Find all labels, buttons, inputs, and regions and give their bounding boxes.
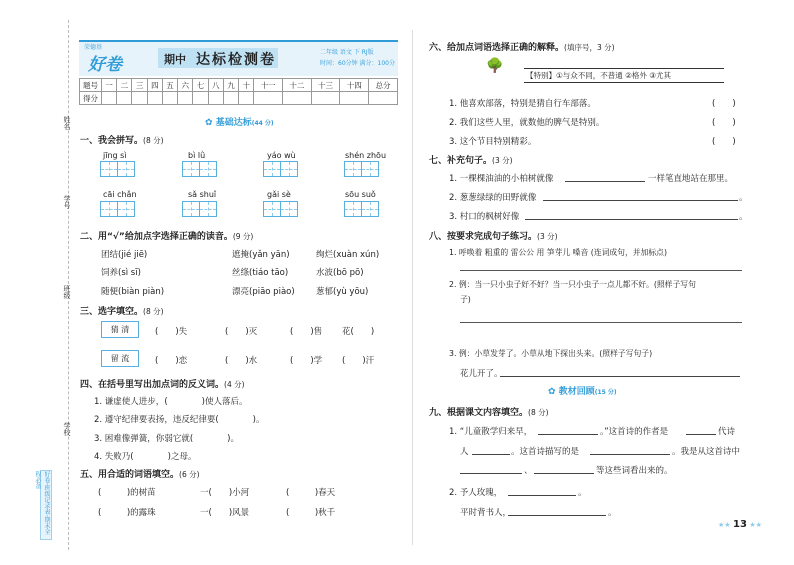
score-col: 五: [162, 79, 177, 92]
q4-item[interactable]: 4. 失败乃( )之母。: [94, 452, 197, 462]
q5-blank[interactable]: 一( )风景: [200, 508, 250, 518]
score-col: 三: [132, 79, 147, 92]
score-col: 总分: [369, 79, 398, 92]
score-table: [79, 78, 398, 105]
score-col: 八: [208, 79, 223, 92]
margin-school-label: 学校: [63, 422, 71, 436]
writing-grid-6[interactable]: [182, 201, 216, 217]
q9-line-5: 平时背书人，: [460, 508, 512, 518]
q8-item-3: 3. 例：小草发芽了。小草从地下探出头来。(照样子写句子): [449, 349, 653, 358]
q7-item: 。: [739, 212, 748, 222]
q9-line-3b: 等这些词看出来的。: [596, 466, 673, 476]
q5-blank[interactable]: ( )秋千: [286, 508, 336, 518]
score-col: 九: [223, 79, 238, 92]
q8-answer-line[interactable]: [500, 376, 740, 377]
q9-blank[interactable]: [686, 434, 716, 435]
header-meta-time: 时间：60分钟 满分：100分: [320, 60, 395, 67]
q3-blank[interactable]: ( )学: [290, 356, 323, 366]
q5-blank[interactable]: ( )春天: [286, 488, 336, 498]
pinyin-5: cāi chǎn: [103, 190, 137, 199]
q9-blank[interactable]: [538, 434, 598, 435]
q2-title: 二、用“√”给加点字选择正确的读音。(9 分): [80, 232, 254, 242]
score-col: 四: [147, 79, 162, 92]
q9-line-1: 1. “儿童散学归来早，: [449, 427, 533, 437]
q9-line-2b: 。这首诗描写的是: [511, 447, 580, 457]
q9-line-1c: 代诗: [718, 427, 736, 437]
score-cell[interactable]: [132, 92, 147, 105]
writing-grid-2[interactable]: [182, 161, 216, 177]
q4-item[interactable]: 2. 遵守纪律要表扬，违反纪律要( )。: [94, 415, 265, 425]
q6-item: 1. 他喜欢部落，特别是猜自行车部落。: [449, 99, 596, 109]
score-col: 十: [239, 79, 254, 92]
pinyin-7: gǎi sè: [267, 190, 291, 199]
score-col: 一: [102, 79, 117, 92]
q8-item-3-sample: 花儿开了。: [460, 369, 503, 379]
q9-line-1b: 。”这首诗的作者是: [600, 427, 669, 437]
q2-item[interactable]: 随便(biàn piàn): [101, 287, 165, 297]
pinyin-3: yáo wù: [267, 151, 296, 160]
q4-item[interactable]: 1. 谦虚使人进步，( )使人落后。: [94, 397, 248, 407]
pinyin-8: sōu suǒ: [345, 190, 376, 199]
q6-item: 3. 这个节目特别精彩。: [449, 137, 537, 147]
page-title: 达标检测卷: [196, 52, 276, 68]
margin-name-label: 姓名: [63, 116, 71, 130]
q9-line-2c: 。我是从这首诗中: [672, 447, 741, 457]
q9-line-2: 人: [460, 447, 469, 457]
q8-item-2-cont: 子): [460, 295, 471, 304]
pinyin-6: sǎ shuǐ: [188, 190, 217, 199]
q2-item[interactable]: 绚烂(xuàn xún): [316, 250, 380, 260]
score-cell[interactable]: [239, 92, 254, 105]
q6-answer[interactable]: ( ): [712, 118, 736, 128]
score-col: 七: [193, 79, 208, 92]
q3-blank[interactable]: 花( ): [342, 327, 375, 337]
score-col: 十一: [254, 79, 283, 92]
margin-id-label: 学号: [63, 195, 71, 209]
pinyin-2: bì lǜ: [188, 151, 206, 160]
score-row2-label: 得分: [80, 92, 102, 105]
q8-answer-line[interactable]: [460, 270, 742, 271]
q9-title: 九、根据课文内容填空。(8 分): [429, 408, 549, 418]
q9-blank[interactable]: [472, 454, 510, 455]
header-meta-grade: 二年级 语文 下 RJ版: [320, 49, 374, 56]
book-icon: ✿: [548, 387, 559, 397]
score-cell[interactable]: [369, 92, 398, 105]
q4-title: 四、在括号里写出加点词的反义词。(4 分): [80, 380, 245, 390]
section-review-title: ✿ 教材回顾(15 分): [548, 387, 617, 397]
q9-blank[interactable]: [508, 515, 606, 516]
q3-blank[interactable]: ( )水: [225, 356, 258, 366]
q6-answer[interactable]: ( ): [712, 137, 736, 147]
pinyin-4: shén zhōu: [345, 151, 387, 160]
score-row1-label: 题号: [80, 79, 102, 92]
logo-small: 荣德基: [84, 44, 103, 51]
score-cell[interactable]: [311, 92, 340, 105]
q2-item[interactable]: 丝绦(tiáo tāo): [232, 268, 289, 278]
score-col: 二: [117, 79, 132, 92]
q5-blank[interactable]: 一( )小河: [200, 488, 250, 498]
q7-item: 。: [739, 193, 748, 203]
tree-icon: 🌳: [486, 58, 504, 74]
writing-grid-7[interactable]: [263, 201, 297, 217]
score-cell[interactable]: [283, 92, 312, 105]
section-basic-title: ✿ 基础达标(44 分): [205, 118, 274, 128]
q8-answer-line[interactable]: [460, 322, 742, 323]
q1-title: 一、我会拼写。(8 分): [80, 136, 164, 146]
q3-blank[interactable]: ( )恋: [155, 356, 188, 366]
q7-blank-3[interactable]: [525, 219, 738, 220]
q4-item[interactable]: 3. 困难像弹簧，你弱它就( )。: [94, 434, 239, 444]
score-cell[interactable]: [178, 92, 193, 105]
q9-blank[interactable]: [590, 454, 670, 455]
score-cell[interactable]: [254, 92, 283, 105]
margin-class-label: 班级: [63, 285, 71, 299]
q7-item: 1. 一棵棵油油的小柏树就像: [449, 174, 554, 184]
q5-blank[interactable]: ( )的树苗: [98, 488, 156, 498]
q9-blank[interactable]: [534, 473, 594, 474]
pinyin-1: jīng sì: [103, 151, 127, 160]
q2-item[interactable]: 水波(bō pō): [316, 268, 364, 278]
q2-item[interactable]: 葱郁(yù yōu): [316, 287, 369, 297]
q8-item-2: 2. 例：当一只小虫子好不好？当一只小虫子一点儿都不好。(照样子写句: [449, 280, 696, 289]
q2-item[interactable]: 饲养(sì sī): [101, 268, 141, 278]
term-label: 期中: [164, 53, 186, 66]
q6-answer[interactable]: ( ): [712, 99, 736, 109]
score-cell[interactable]: [223, 92, 238, 105]
q9-line-5b: 。: [608, 508, 617, 518]
margin-side-note: 好卷·班级记录表·期末全程必备: [40, 470, 52, 540]
writing-grid-1[interactable]: [100, 161, 134, 177]
q2-item[interactable]: 漂亮(piāo piào): [232, 287, 295, 297]
q9-line-4b: 。: [578, 488, 587, 498]
q3-blank[interactable]: ( )售: [290, 327, 323, 337]
score-cell[interactable]: [208, 92, 223, 105]
score-col: 十二: [283, 79, 312, 92]
q3-word-pair-2: 留 流: [101, 350, 139, 367]
q2-item[interactable]: 遮掩(yǎn yān): [232, 250, 290, 260]
score-cell[interactable]: [193, 92, 208, 105]
score-cell[interactable]: [102, 92, 117, 105]
writing-grid-4[interactable]: [344, 161, 378, 177]
q9-blank[interactable]: [460, 473, 522, 474]
q7-item: 2. 葱葱绿绿的田野就像: [449, 193, 537, 203]
score-cell[interactable]: [162, 92, 177, 105]
score-col: 六: [178, 79, 193, 92]
q3-blank[interactable]: ( )汗: [342, 356, 375, 366]
q2-item[interactable]: 团结(jié jiē): [101, 250, 148, 260]
q5-blank[interactable]: ( )的露珠: [98, 508, 156, 518]
q3-word-pair-1: 猜 清: [101, 321, 139, 338]
q7-item: 3. 村口的枫树好像: [449, 212, 520, 222]
q9-blank[interactable]: [508, 495, 576, 496]
q3-blank[interactable]: ( )灭: [225, 327, 258, 337]
logo: 好卷: [88, 55, 122, 75]
score-cell[interactable]: [340, 92, 369, 105]
page-number: ★★ 13 ★★: [718, 519, 762, 530]
writing-grid-5[interactable]: [100, 201, 134, 217]
q7-blank-1[interactable]: [565, 181, 645, 182]
score-col: 十四: [340, 79, 369, 92]
lightbulb-icon: ✿: [205, 118, 216, 128]
score-col: 十三: [311, 79, 340, 92]
q7-item: 一样笔直地站在那里。: [648, 174, 734, 184]
q3-title: 三、选字填空。(8 分): [80, 307, 164, 317]
q7-title: 七、补充句子。(3 分): [429, 156, 513, 166]
q6-item: 2. 我们这些人里，就数他的脾气是特别。: [449, 118, 605, 128]
q8-item-1: 1. 呼唤着 粗重的 雷公公 用 笋芽儿 嗓音 (连词成句，并加标点): [449, 248, 667, 257]
q8-title: 八、按要求完成句子练习。(3 分): [429, 232, 558, 242]
writing-grid-3[interactable]: [263, 161, 297, 177]
q5-title: 五、用合适的词语填空。(6 分): [80, 470, 200, 480]
score-cell[interactable]: [147, 92, 162, 105]
q7-blank-2[interactable]: [543, 200, 738, 201]
writing-grid-8[interactable]: [344, 201, 378, 217]
q3-blank[interactable]: ( )失: [155, 327, 188, 337]
score-cell[interactable]: [117, 92, 132, 105]
q9-line-4: 2. 予人玫瑰，: [449, 488, 503, 498]
q6-title: 六、给加点词语选择正确的解释。(填序号，3 分): [429, 43, 615, 53]
q6-special-definition: 【特别】①与众不同，不普通 ②格外 ③尤其: [524, 68, 724, 83]
